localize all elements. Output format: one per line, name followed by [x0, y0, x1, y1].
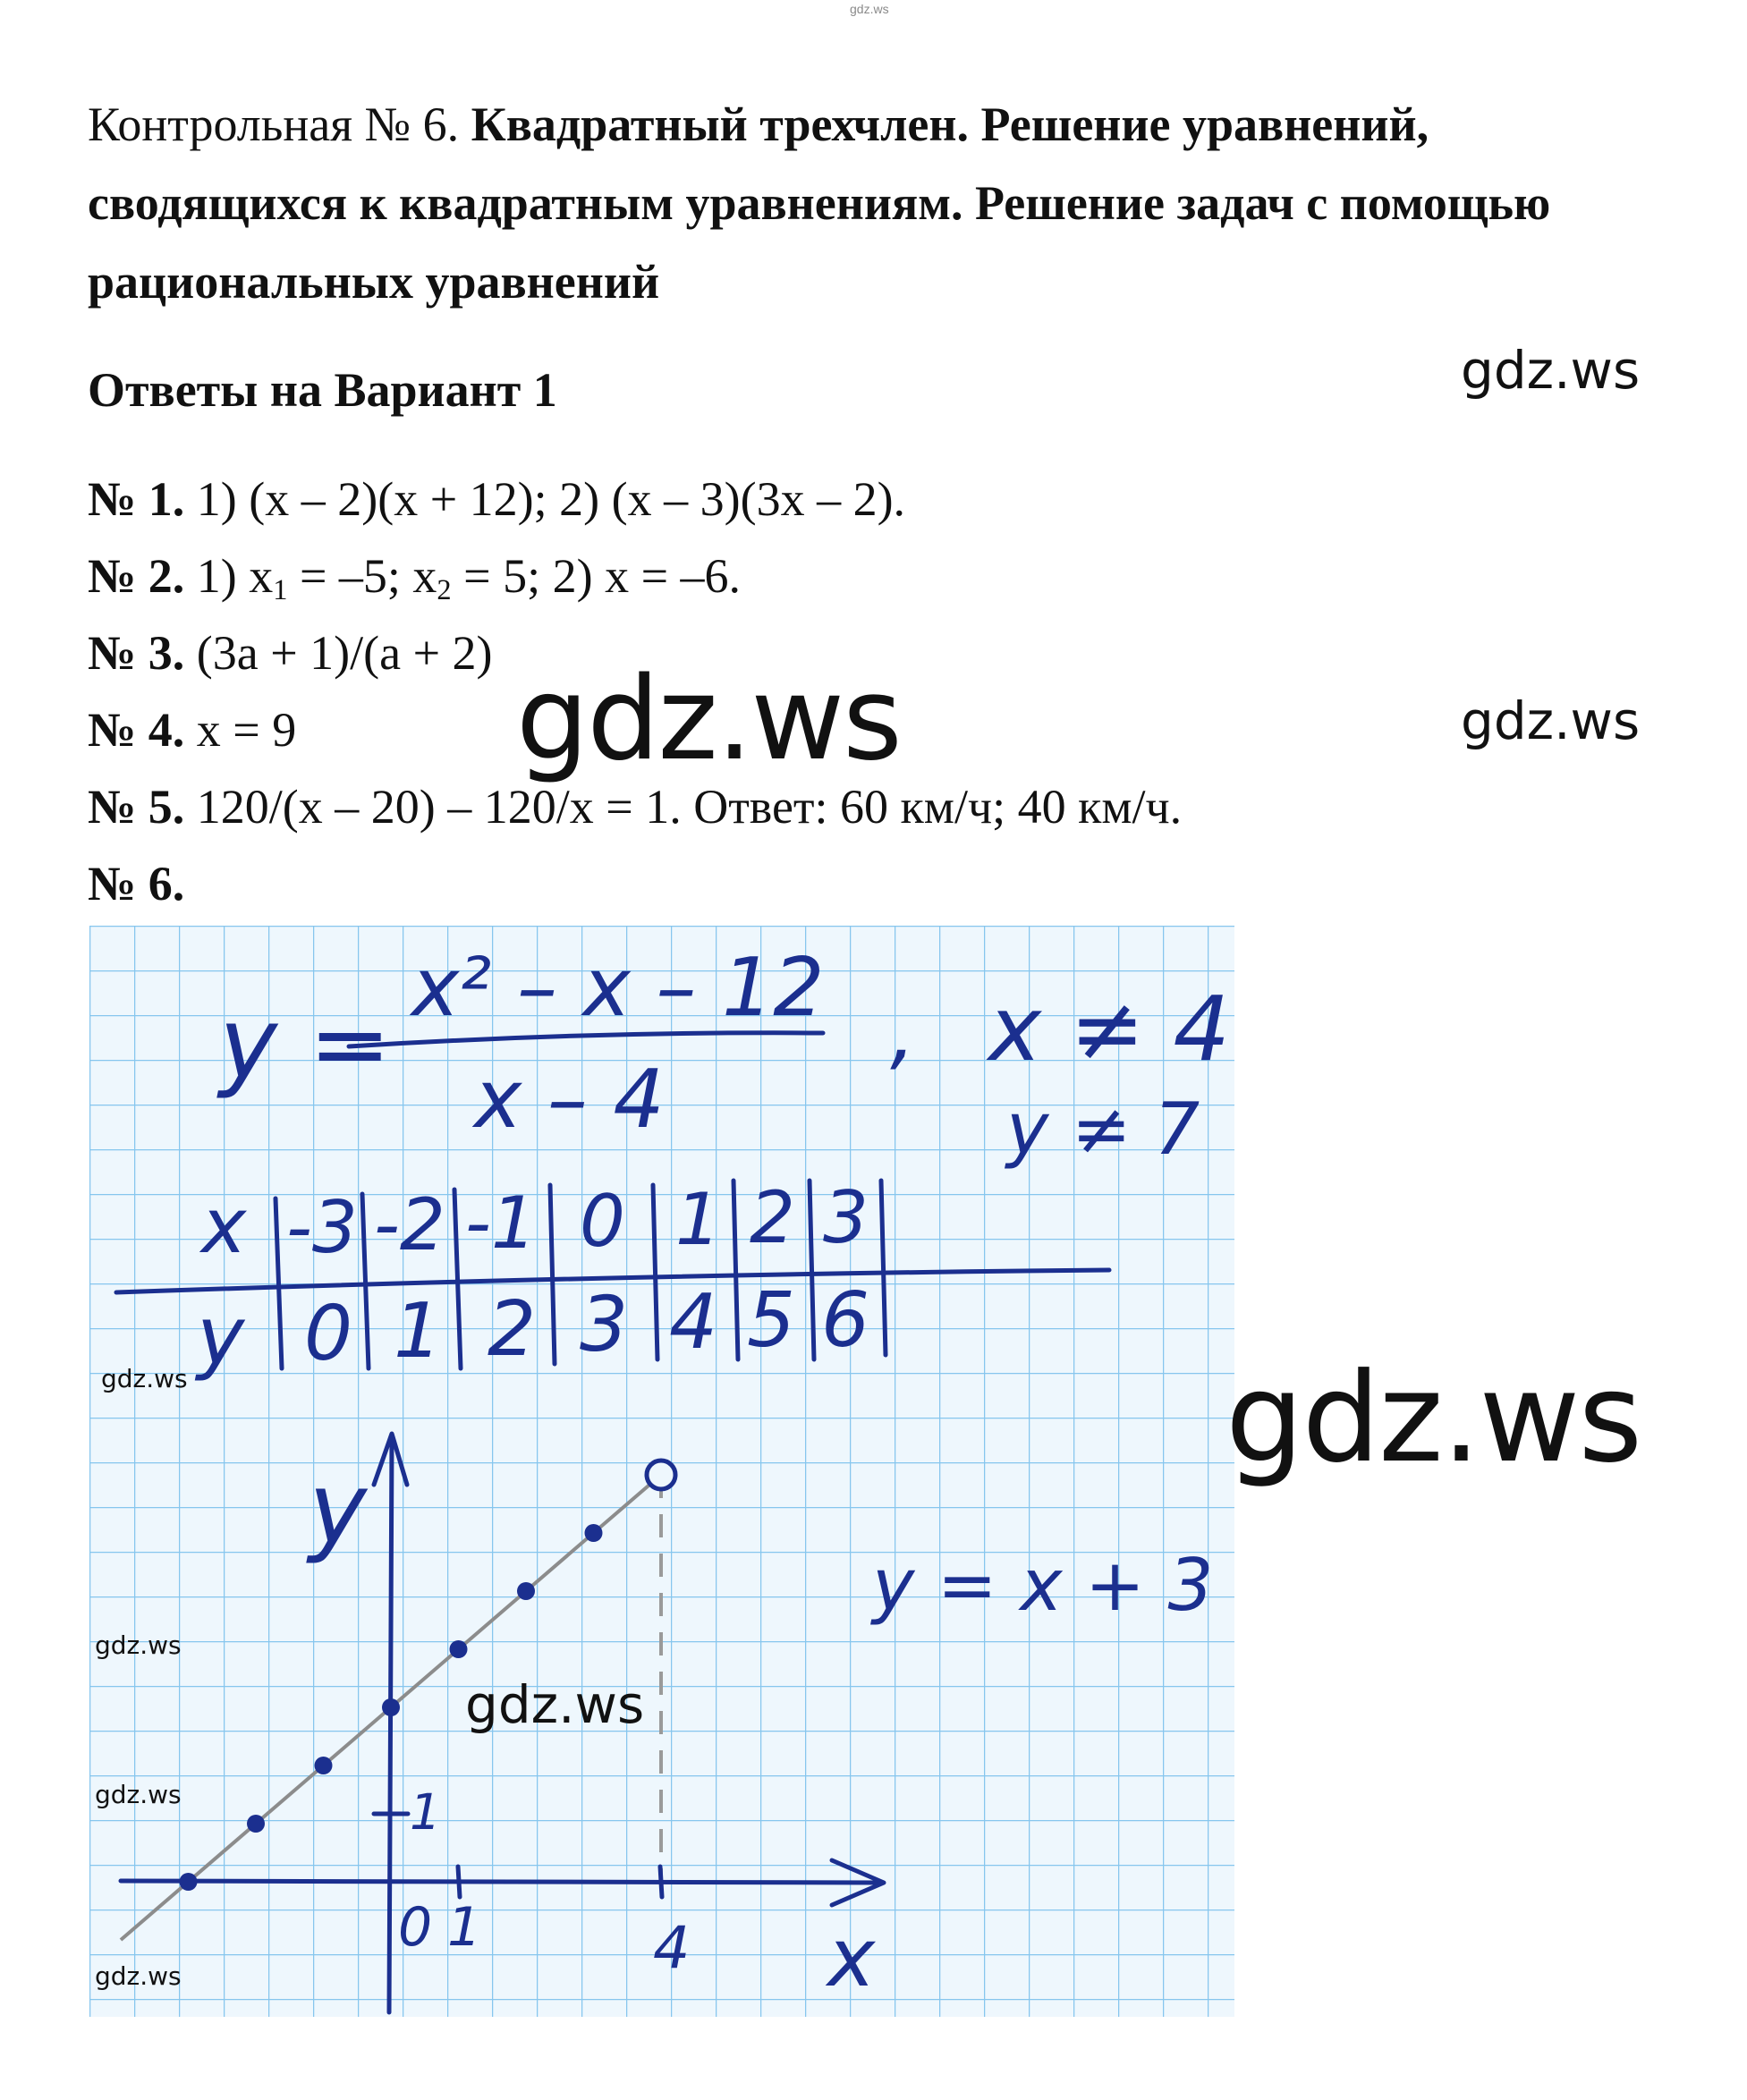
watermark: gdz.ws	[1461, 340, 1641, 401]
table-y-value: 0	[304, 1290, 353, 1378]
table-y-value: 6	[821, 1276, 870, 1365]
x-axis-label: x	[827, 1911, 876, 2005]
answer-text: 1) (x – 2)(x + 12); 2) (x – 3)(3x – 2).	[196, 472, 906, 526]
table-y-label: y	[197, 1290, 245, 1384]
answer-text: = –5; x	[287, 549, 437, 603]
table-x-value: 3	[823, 1176, 869, 1259]
answer-5	[88, 779, 1182, 834]
variant-heading: Ответы на Вариант 1	[88, 363, 557, 417]
answer-number: № 1.	[88, 472, 185, 526]
watermark: gdz.ws	[95, 1780, 182, 1809]
table-y-value: 2	[488, 1285, 537, 1374]
table-x-value: 2	[750, 1176, 795, 1259]
graph-point	[450, 1640, 468, 1658]
table-x-value: 1	[675, 1178, 721, 1261]
function-numerator: x² – x – 12	[411, 941, 825, 1035]
answer-1	[88, 471, 905, 527]
answer-3	[88, 625, 493, 681]
page-title	[88, 85, 1698, 321]
answer-text: = 5; 2) x = –6.	[451, 549, 742, 603]
watermark: gdz.ws	[516, 653, 901, 786]
x-tick-1	[458, 1867, 460, 1897]
answer-number: № 4.	[88, 703, 185, 757]
answer-text: (3a + 1)/(a + 2)	[196, 626, 493, 680]
answer-4	[88, 702, 296, 758]
table-x-value: 0	[580, 1180, 625, 1263]
graph-point	[382, 1698, 400, 1716]
top-site-mark: gdz.ws	[850, 2, 889, 16]
x-tick-4	[660, 1867, 662, 1897]
graph-point	[247, 1815, 265, 1833]
handwritten-solution	[89, 926, 1234, 2017]
answer-text: 120/(x – 20) – 120/x = 1. Ответ: 60 км/ч; 40 км/ч.	[196, 780, 1183, 834]
title-text: Квадратный трехчлен. Решение уравнений, сводящихся к квадратным уравнениям. Решение задач с помощью рациональных уравнений	[88, 97, 1551, 309]
table-x-value: -1	[465, 1181, 537, 1265]
watermark: gdz.ws	[465, 1674, 645, 1735]
line-label: y = x + 3	[872, 1544, 1214, 1627]
x-axis	[121, 1881, 881, 1883]
table-x-label: x	[201, 1182, 247, 1271]
answer-text: x = 9	[196, 703, 297, 757]
answer-number: № 3.	[88, 626, 185, 680]
excluded-point	[647, 1461, 675, 1489]
answer-number: № 2.	[88, 549, 185, 603]
table-y-value: 3	[580, 1281, 629, 1369]
watermark: gdz.ws	[95, 1630, 182, 1660]
watermark: gdz.ws	[101, 1364, 188, 1393]
answer-2	[88, 548, 741, 607]
table-x-value: -3	[286, 1186, 358, 1269]
graph-point	[180, 1873, 198, 1891]
function-comma: ,	[890, 986, 916, 1080]
function-lhs: y =	[219, 986, 392, 1101]
graph-point	[585, 1524, 603, 1542]
table-y-value: 1	[394, 1287, 443, 1376]
table-y-value: 5	[747, 1276, 796, 1365]
table-x-value: -2	[374, 1183, 445, 1266]
x-tick-1-label: 1	[447, 1896, 482, 1959]
table-y-value: 4	[669, 1278, 718, 1367]
origin-label: 0	[398, 1896, 433, 1959]
answer-number: № 5.	[88, 780, 185, 834]
graph-point	[517, 1582, 535, 1600]
x-tick-4-label: 4	[653, 1915, 691, 1982]
answer-text: 1) x	[196, 549, 274, 603]
watermark: gdz.ws	[1225, 1346, 1641, 1490]
watermark: gdz.ws	[95, 1961, 182, 1991]
y-axis-label: y	[309, 1452, 368, 1566]
graph-point	[315, 1757, 333, 1774]
watermark: gdz.ws	[1461, 690, 1641, 751]
title-prefix: Контрольная № 6.	[88, 97, 460, 151]
subscript: 1	[273, 574, 288, 607]
condition-y: y ≠ 7	[1006, 1088, 1200, 1171]
subscript: 2	[437, 574, 452, 607]
y-axis	[389, 1435, 392, 2012]
function-denominator: x – 4	[474, 1053, 665, 1147]
answer-number: № 6.	[88, 857, 185, 910]
condition-x: x ≠ 4	[988, 977, 1231, 1081]
answer-6	[88, 856, 184, 911]
y-tick-1-label: 1	[410, 1783, 441, 1841]
